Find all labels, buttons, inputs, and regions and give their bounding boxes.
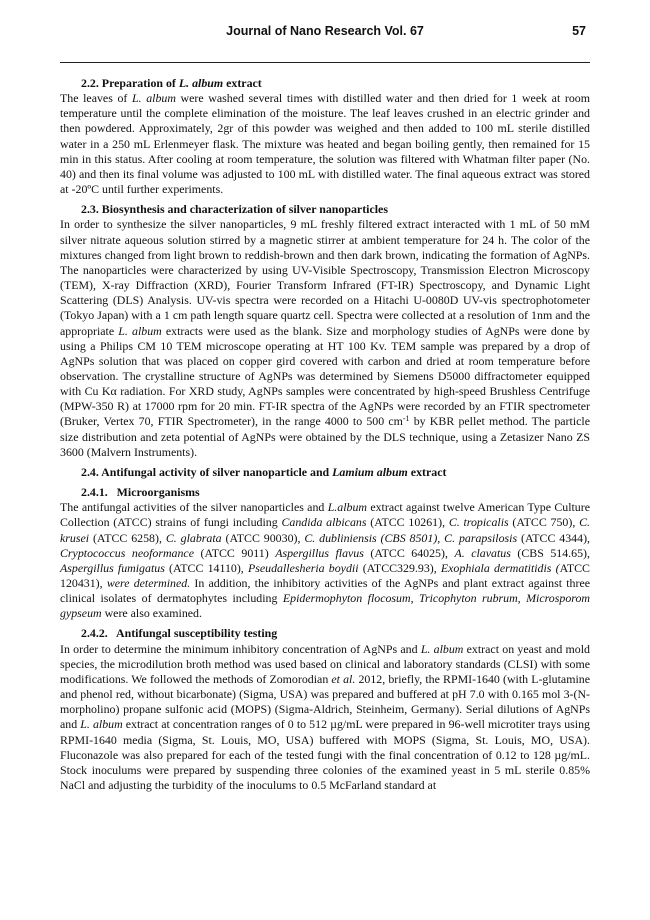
paragraph-2-4-2: In order to determine the minimum inhibitory concentration of AgNPs and L. album extract on yeast and mold species, the microdilution broth method was used based on clinical and laboratory standards (CLSI) with some modifications. We followed the methods of Zomorodian et al. 2012, briefly, the RPMI-1640 (with L-glutamine and phenol red, without bicarbonate) (Sigma, USA) was prepared and buffered at pH 7.0 with 0.165 mol 3-(N-morpholino) propane sulfonic acid (MOPS) (Sigma-Aldrich, Steinheim, Germany). Serial dilutions of AgNPs and L. album extract at concentration ranges of 0 to 512 µg/mL were prepared in 96-well microtiter trays using RPMI-1640 media (Sigma, St. Louis, MO, USA) buffered with MOPS (Sigma, St. Louis, MO, USA). Fluconazole was also prepared for each of the tested fungi with the final concentration of 0.12 to 128 µg/mL. Stock inoculums were prepared by suspending three colonies of the examined yeast in 5 mL sterile 0.85% NaCl and adjusting the turbidity of the inoculums to 0.5 McFarland standard at xyxy=(60,641,590,793)
running-header xyxy=(60,24,590,42)
section-heading-2-3: 2.3. Biosynthesis and characterization of silver nanoparticles xyxy=(81,202,388,217)
paragraph-2-2: The leaves of L. album were washed several times with distilled water and then dried for 1 week at room temperature until the complete elimination of the moisture. The leaf leaves crushed in an electric grinder and then powdered. Approximately, 2gr of this powder was weighed and then added to 100 mL sterile distilled water in a 250 mL Erlenmeyer flask. The mixture was heated and began boiling gently, then remained for 15 min in this status. After cooling at room temperature, the solution was filtered with Whatman filter paper (No. 40) and then its final volume was adjusted to 100 mL with distilled water. The final aqueous extract was stored at -20ºC until further experiments. xyxy=(60,91,590,197)
journal-title: Journal of Nano Research Vol. 67 xyxy=(226,24,424,38)
paragraph-2-4-1: The antifungal activities of the silver nanoparticles and L.album extract against twelve American Type Culture Collection (ATCC) strains of fungi including Candida albicans (ATCC 10261), C. tropicalis (ATCC 750), C. krusei (ATCC 6258), C. glabrata (ATCC 90030), C. dubliniensis (CBS 8501), C. parapsilosis (ATCC 4344), Cryptococcus neoformance (ATCC 9011) Aspergillus flavus (ATCC 64025), A. clavatus (CBS 514.65), Aspergillus fumigatus (ATCC 14110), Pseudallesheria boydii (ATCC329.93), Exophiala dermatitidis (ATCC 120431), were determined. In addition, the inhibitory activities of the AgNPs and plant extract against three clinical isolates of dermatophytes including Epidermophyton flocosum, Tricophyton rubrum, Microsporom gypseum were also examined. xyxy=(60,500,591,621)
paragraph-2-3: In order to synthesize the silver nanoparticles, 9 mL freshly filtered extract interacted with 1 mL of 50 mM silver nitrate aqueous solution stirred by a magnetic stirrer at ambient temperature for 24 h. The color of the mixtures changed from light brown to reddish-brown and then dark brown, indicating the formation of AgNPs. The nanoparticles were characterized by using UV-Visible Spectroscopy, Transmission Electron Microscopy (TEM), X-ray Diffraction (XRD), Fourier Transform Infrared (FT-IR) Spectroscopy, and Dynamic Light Scattering (DLS) Analysis. UV-vis spectra were recorded on a Hitachi U-0080D UV-vis spectrophotometer (Tokyo Japan) with a 1 cm path length square quartz cell. Spectra were collected at a resolution of 1nm and the appropriate L. album extracts were used as the blank. Size and morphology studies of AgNPs were done by using a Philips CM 10 TEM microscope operating at HT 100 Kv. TEM sample was prepared by a drop of AgNPs solution that was placed on copper gird covered with carbon and dried at room temperature before observation. The crystalline structure of AgNPs was determined by Siemens D5000 diffractometer equipped with Cu Kα radiation. For XRD study, AgNPs samples were concentrated by high-speed Brushless Centrifuge (MPW-350 R) at 17000 rpm for 20 min. FT-IR spectra of the AgNPs were recorded by an FTIR spectrometer (Bruker, Vertex 70, FTIR Spectrometer), in the range 4000 to 500 $cm^{-1}$ by KBR pellet method. The particle size distribution and zeta potential of AgNPs were obtained by the DLS technique, using a Zetasizer Nano ZS 3600 (Malvern Instruments). xyxy=(60,217,590,459)
section-heading-2-4-2: 2.4.2. Antifungal susceptibility testing xyxy=(81,626,278,641)
section-heading-2-4: 2.4. Antifungal activity of silver nanoparticle and Lamium album extract xyxy=(81,464,447,479)
section-heading-2-4-1: 2.4.1. Microorganisms xyxy=(81,485,200,500)
section-heading-2-2: 2.2. Preparation of L. album extract xyxy=(81,76,262,90)
article-body xyxy=(60,76,590,793)
page-number: 57 xyxy=(572,24,586,38)
header-rule xyxy=(60,62,590,63)
